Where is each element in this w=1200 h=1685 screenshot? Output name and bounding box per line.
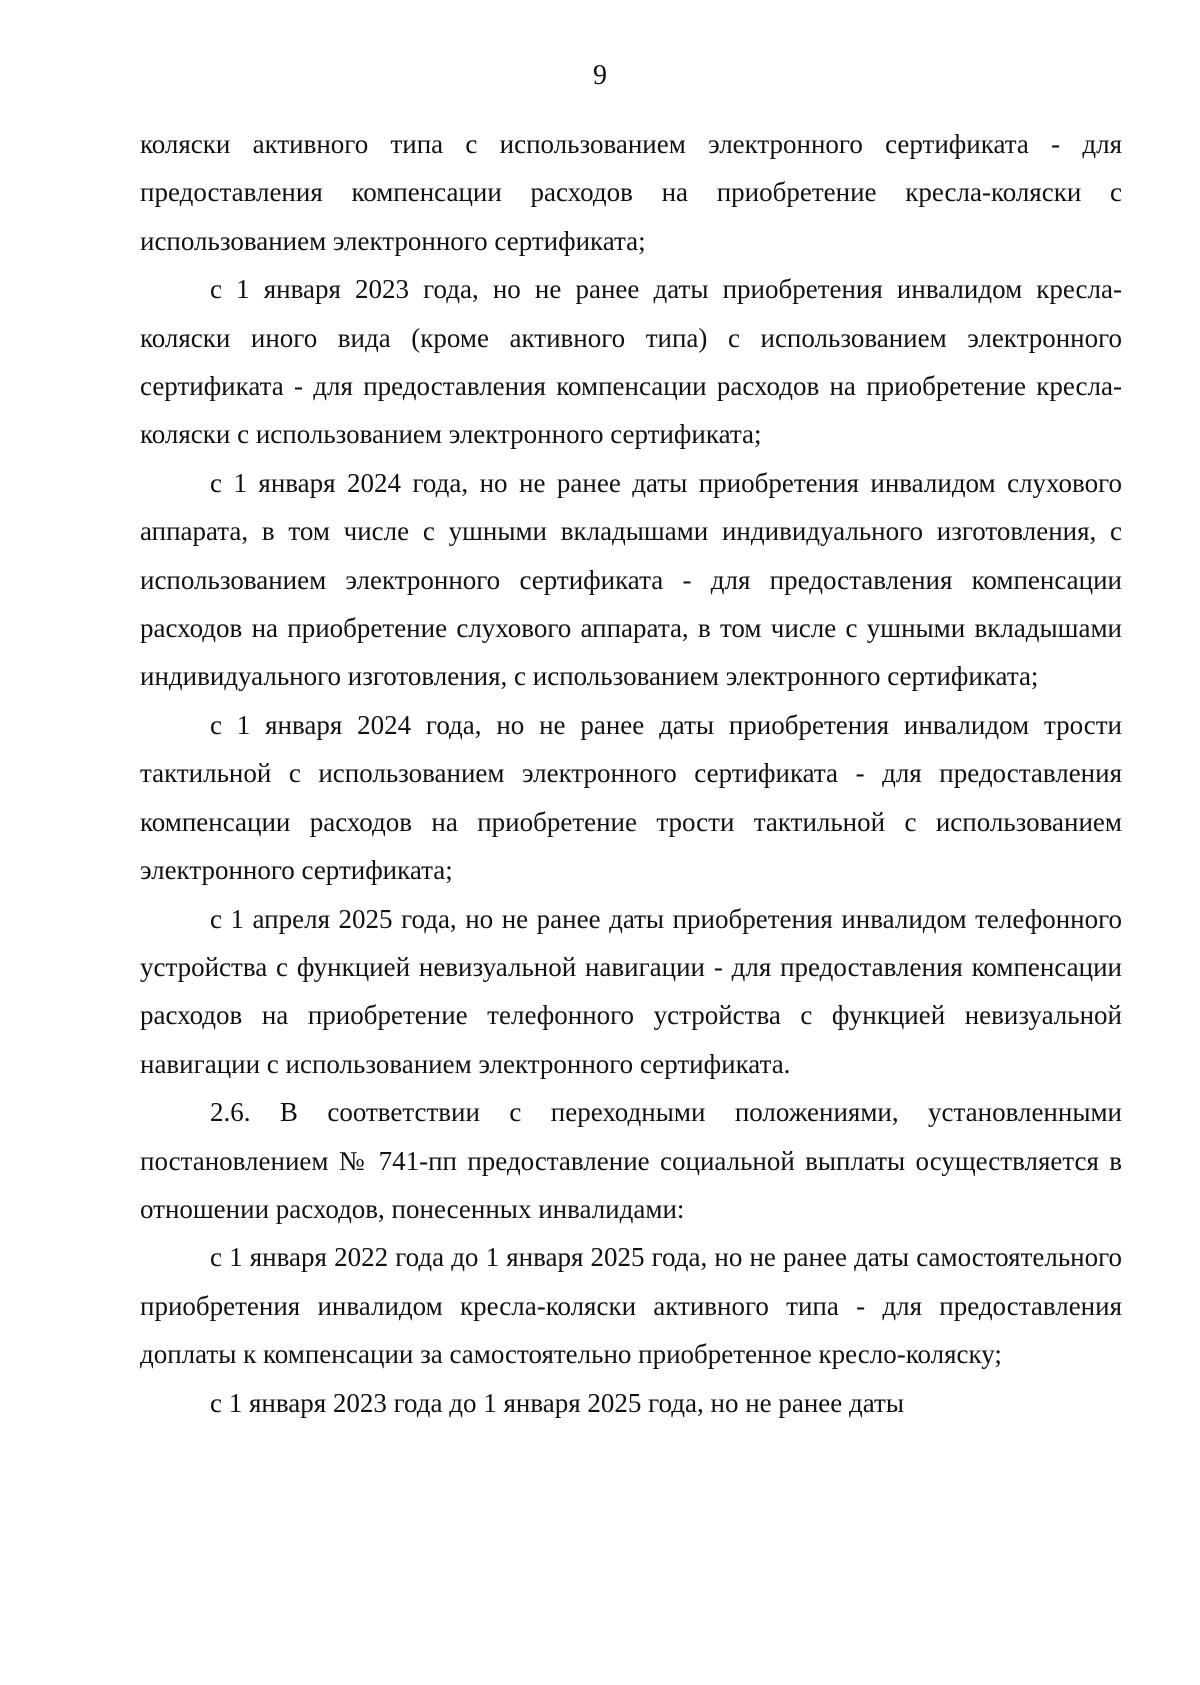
paragraph-hearing-aid: с 1 января 2024 года, но не ранее даты приобретения инвалидом слухового аппарата, в том числе с ушными вкладышами индивидуального изготовления, с использованием электронного сертификата - для предоставления компенсации расходов на приобретение слухового аппарата, в том числе с ушными вкладышами индивидуального изготовления, с использованием электронного сертификата; <box>140 467 1122 692</box>
paragraph-tactile-cane: с 1 января 2024 года, но не ранее даты приобретения инвалидом трости тактильной с использованием электронного сертификата - для предоставления компенсации расходов на приобретение трости тактильной с использованием электронного сертификата; <box>140 709 1122 886</box>
paragraph-section-2-6: 2.6. В соответствии с переходными положениями, установленными постановлением № 741-пп предоставление социальной выплаты осуществляется в отношении расходов, понесенных инвалидами: <box>140 1097 1122 1224</box>
paragraph-wheelchair-other-type: с 1 января 2023 года, но не ранее даты приобретения инвалидом кресла-коляски иного вида (кроме активного типа) с использованием электронного сертификата - для предоставления компенсации расходов на приобретение кресла-коляски с использованием электронного сертификата; <box>140 274 1122 450</box>
page-number: 9 <box>593 60 607 91</box>
paragraph-phone-device: с 1 апреля 2025 года, но не ранее даты приобретения инвалидом телефонного устройства с функцией невизуальной навигации - для предоставления компенсации расходов на приобретение телефонного устройства с функцией невизуальной навигации с использованием электронного сертификата. <box>140 903 1122 1079</box>
paragraph-continuation: коляски активного типа с использованием электронного сертификата - для предоставления компенсации расходов на приобретение кресла-коляски с использованием электронного сертификата; <box>140 129 1122 256</box>
paragraph-active-wheelchair-surcharge: с 1 января 2022 года до 1 января 2025 года, но не ранее даты самостоятельного приобретения инвалидом кресла-коляски активного типа - для предоставления доплаты к компенсации за самостоятельно приобретенное кресло-коляску; <box>140 1242 1122 1370</box>
document-body <box>140 120 1122 1427</box>
paragraph-truncated-last: с 1 января 2023 года до 1 января 2025 года, но не ранее даты <box>210 1387 904 1418</box>
